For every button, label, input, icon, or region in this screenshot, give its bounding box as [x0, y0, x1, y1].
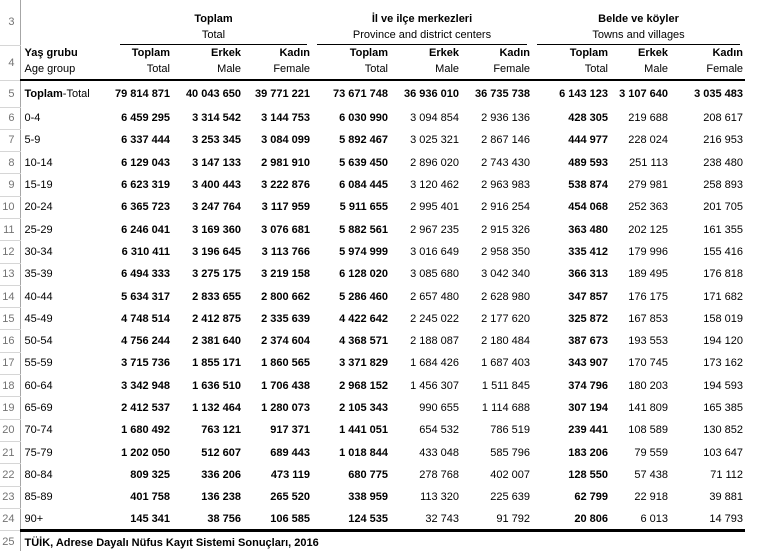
age-group-cell[interactable]: 30-34 [24, 245, 53, 258]
value-cell[interactable]: 130 852 [703, 424, 744, 437]
age-group-cell[interactable]: 60-64 [24, 379, 53, 392]
value-cell[interactable]: 113 320 [420, 491, 460, 504]
value-cell[interactable]: 179 996 [628, 245, 669, 258]
value-cell[interactable]: 3 144 753 [261, 112, 311, 125]
header-en: Male [435, 63, 460, 75]
table-row [0, 397, 745, 419]
group-header-total[interactable] [115, 0, 312, 45]
value-cell[interactable]: 6 459 295 [121, 112, 170, 125]
group-title-en: Total [201, 29, 226, 41]
value-cell[interactable]: 1 680 492 [121, 424, 170, 437]
row-number[interactable]: 18 [0, 375, 20, 397]
value-cell[interactable]: 279 981 [628, 179, 669, 192]
value-cell[interactable]: 3 076 681 [261, 223, 311, 236]
group-header-province-district[interactable] [312, 0, 532, 45]
value-cell[interactable]: 3 314 542 [192, 112, 241, 125]
value-cell[interactable]: 1 855 171 [192, 357, 241, 370]
value-cell[interactable]: 278 768 [419, 468, 460, 481]
value-cell[interactable]: 3 196 645 [192, 245, 241, 258]
value-cell[interactable]: 3 016 649 [410, 245, 460, 258]
value-cell[interactable]: 1 684 426 [410, 357, 460, 370]
value-cell[interactable]: 208 617 [703, 112, 744, 125]
value-cell[interactable]: 786 519 [490, 424, 531, 437]
group-title-tr: İl ve ilçe merkezleri [371, 13, 473, 25]
value-cell[interactable]: 512 607 [201, 446, 241, 459]
value-cell[interactable]: 2 180 484 [481, 335, 531, 348]
value-cell[interactable]: 2 963 983 [481, 179, 531, 192]
row-number[interactable]: 17 [0, 352, 20, 374]
value-cell[interactable]: 251 113 [629, 156, 669, 169]
value-cell[interactable]: 4 422 642 [339, 312, 389, 325]
value-cell[interactable]: 6 365 723 [121, 201, 170, 214]
row-number[interactable]: 15 [0, 308, 20, 330]
row-number[interactable]: 14 [0, 285, 20, 307]
value-cell[interactable]: 20 806 [574, 512, 609, 525]
value-cell[interactable]: 444 977 [568, 134, 609, 147]
header-tr: Kadın [279, 47, 311, 59]
value-cell[interactable]: 2 628 980 [481, 290, 531, 303]
value-cell[interactable]: 2 743 430 [481, 156, 531, 169]
col-header-villages-female[interactable] [670, 45, 745, 80]
table-row [0, 129, 745, 151]
age-group-cell[interactable]: 10-14 [24, 156, 53, 169]
value-cell[interactable]: 1 202 050 [121, 446, 170, 459]
value-cell[interactable]: 1 132 464 [192, 402, 241, 414]
value-cell[interactable]: 338 959 [348, 491, 389, 504]
value-cell[interactable]: 2 995 401 [410, 201, 460, 214]
value-cell[interactable]: 79 814 871 [115, 88, 171, 100]
value-cell[interactable]: 2 967 235 [410, 223, 460, 236]
value-cell[interactable]: 265 520 [270, 491, 311, 504]
value-cell[interactable]: 38 756 [207, 512, 241, 525]
value-cell[interactable]: 202 125 [628, 223, 669, 236]
value-cell[interactable]: 176 818 [703, 268, 744, 281]
age-group-cell[interactable] [20, 80, 115, 107]
row-number[interactable]: 21 [0, 441, 20, 463]
row-number[interactable]: 5 [0, 80, 20, 107]
col-header-villages-total[interactable] [532, 45, 610, 80]
value-cell[interactable]: 103 647 [703, 446, 744, 459]
total-label-tr: Toplam [24, 88, 63, 100]
value-cell[interactable]: 5 639 450 [339, 156, 389, 169]
header-tr: Yaş grubu [24, 47, 78, 59]
value-cell[interactable]: 3 084 099 [261, 134, 311, 147]
value-cell[interactable]: 3 113 766 [261, 245, 311, 258]
value-cell[interactable]: 193 553 [628, 335, 669, 348]
value-cell[interactable]: 39 771 221 [254, 88, 311, 100]
table-row [0, 218, 745, 240]
table-row [0, 107, 745, 129]
value-cell[interactable]: 3 253 345 [192, 134, 241, 147]
header-en: Male [217, 63, 241, 75]
table-row [0, 152, 745, 174]
age-group-column-header[interactable] [20, 45, 115, 80]
table-row [0, 330, 745, 352]
value-cell[interactable]: 3 117 959 [261, 201, 311, 214]
col-header-centers-female[interactable] [461, 45, 532, 80]
value-cell[interactable]: 32 743 [425, 512, 460, 525]
value-cell[interactable]: 57 438 [634, 468, 669, 481]
value-cell[interactable]: 239 441 [568, 424, 609, 437]
value-cell[interactable]: 62 799 [574, 491, 609, 504]
value-cell[interactable]: 3 085 680 [410, 268, 460, 281]
value-cell[interactable]: 363 480 [568, 223, 609, 236]
value-cell[interactable]: 2 381 640 [192, 335, 241, 348]
value-cell[interactable]: 3 371 829 [339, 357, 389, 370]
value-cell[interactable]: 6 084 445 [339, 179, 389, 192]
value-cell[interactable]: 3 715 736 [121, 357, 170, 370]
value-cell[interactable]: 307 194 [568, 402, 609, 414]
value-cell[interactable]: 5 974 999 [339, 245, 389, 258]
col-header-total-female[interactable] [243, 45, 312, 80]
value-cell[interactable]: 401 758 [130, 491, 170, 504]
header-tr: Kadın [712, 47, 744, 59]
value-cell[interactable]: 680 775 [348, 468, 389, 481]
value-cell[interactable]: 917 371 [270, 424, 311, 437]
age-group-cell[interactable]: 90+ [24, 512, 44, 525]
value-cell[interactable]: 1 511 845 [481, 379, 531, 392]
value-cell[interactable]: 189 495 [628, 268, 669, 281]
grand-total-row [0, 80, 745, 107]
header-tr: Erkek [429, 47, 460, 59]
table-row [0, 375, 745, 397]
header-en: Total [146, 63, 170, 75]
value-cell[interactable]: 4 748 514 [121, 312, 170, 325]
value-cell[interactable]: 4 368 571 [339, 335, 389, 348]
value-cell[interactable]: 6 623 319 [121, 179, 170, 192]
row-number[interactable]: 7 [0, 129, 20, 151]
row-number[interactable]: 25 [0, 531, 20, 551]
value-cell[interactable]: 2 896 020 [410, 156, 460, 169]
value-cell[interactable]: 2 981 910 [261, 156, 311, 169]
table-row [0, 308, 745, 330]
value-cell[interactable]: 1 441 051 [339, 424, 389, 437]
age-group-cell[interactable]: 65-69 [24, 402, 53, 414]
header-en: Total [584, 63, 609, 75]
age-group-cell[interactable]: 55-59 [24, 357, 53, 370]
value-cell[interactable]: 194 120 [703, 335, 744, 348]
value-cell[interactable]: 6 246 041 [121, 223, 170, 236]
group-title-tr: Belde ve köyler [598, 13, 679, 25]
value-cell[interactable]: 1 018 844 [339, 446, 389, 459]
header-tr: Toplam [569, 47, 609, 59]
value-cell[interactable]: 1 280 073 [261, 402, 311, 414]
value-cell[interactable]: 2 105 343 [339, 402, 389, 414]
table-row [0, 285, 745, 307]
value-cell[interactable]: 2 188 087 [410, 335, 460, 348]
header-tr: Kadın [499, 47, 531, 59]
col-header-centers-male[interactable] [390, 45, 461, 80]
value-cell[interactable]: 176 175 [628, 290, 669, 303]
row-number[interactable]: 10 [0, 196, 20, 218]
value-cell[interactable]: 3 222 876 [261, 179, 311, 192]
col-header-total-total[interactable] [115, 45, 172, 80]
group-title-en: Province and district centers [352, 29, 492, 41]
value-cell[interactable]: 3 400 443 [192, 179, 241, 192]
value-cell[interactable]: 6 030 990 [339, 112, 389, 125]
value-cell[interactable]: 3 025 321 [410, 134, 460, 147]
table-row [0, 486, 745, 508]
value-cell[interactable]: 3 147 133 [192, 156, 241, 169]
value-cell[interactable]: 538 874 [568, 179, 609, 192]
value-cell[interactable]: 336 206 [201, 468, 241, 481]
value-cell[interactable]: 165 385 [703, 402, 744, 414]
col-header-centers-total[interactable] [312, 45, 390, 80]
value-cell[interactable]: 2 374 604 [261, 335, 311, 348]
row-number[interactable]: 4 [0, 45, 20, 80]
value-cell[interactable]: 225 639 [490, 491, 531, 504]
value-cell[interactable]: 91 792 [496, 512, 531, 525]
value-cell[interactable]: 5 634 317 [121, 290, 170, 303]
row-number[interactable]: 24 [0, 508, 20, 530]
header-en: Total [364, 63, 389, 75]
group-header-row [0, 0, 745, 45]
value-cell[interactable]: 1 860 565 [261, 357, 311, 370]
value-cell[interactable]: 3 107 640 [619, 88, 669, 100]
value-cell[interactable]: 258 893 [703, 179, 744, 192]
value-cell[interactable]: 3 219 158 [261, 268, 311, 281]
age-group-cell[interactable]: 35-39 [24, 268, 53, 281]
value-cell[interactable]: 228 024 [628, 134, 669, 147]
header-en: Age group [24, 63, 76, 75]
value-cell[interactable]: 3 120 462 [410, 179, 460, 192]
value-cell[interactable]: 238 480 [703, 156, 744, 169]
source-row [0, 531, 745, 551]
table-row [0, 263, 745, 285]
table-row [0, 508, 745, 530]
value-cell[interactable]: 145 341 [130, 512, 170, 525]
value-cell[interactable]: 183 206 [568, 446, 609, 459]
value-cell[interactable]: 3 094 854 [410, 112, 460, 125]
value-cell[interactable]: 22 918 [634, 491, 669, 504]
value-cell[interactable]: 6 143 123 [559, 88, 609, 100]
value-cell[interactable]: 347 857 [568, 290, 609, 303]
value-cell[interactable]: 155 416 [703, 245, 744, 258]
row-number[interactable]: 12 [0, 241, 20, 263]
value-cell[interactable]: 219 688 [628, 112, 669, 125]
value-cell[interactable]: 170 745 [628, 357, 669, 370]
header-tr: Erkek [638, 47, 669, 59]
value-cell[interactable]: 141 809 [628, 402, 669, 414]
value-cell[interactable]: 763 121 [201, 424, 241, 437]
value-cell[interactable]: 654 532 [419, 424, 460, 437]
value-cell[interactable]: 5 882 561 [339, 223, 389, 236]
value-cell[interactable]: 5 286 460 [339, 290, 389, 303]
age-group-cell[interactable]: 75-79 [24, 446, 53, 459]
age-group-cell[interactable]: 0-4 [24, 112, 41, 125]
age-group-cell[interactable]: 45-49 [24, 312, 53, 325]
col-header-total-male[interactable] [172, 45, 243, 80]
age-group-cell[interactable]: 25-29 [24, 223, 53, 236]
row-number[interactable]: 8 [0, 152, 20, 174]
age-group-cell[interactable]: 5-9 [24, 134, 41, 147]
value-cell[interactable]: 2 968 152 [339, 379, 389, 392]
row-number[interactable]: 13 [0, 263, 20, 285]
age-group-cell[interactable]: 85-89 [24, 491, 53, 504]
row-number[interactable]: 19 [0, 397, 20, 419]
value-cell[interactable]: 201 705 [703, 201, 744, 214]
value-cell[interactable]: 990 655 [419, 402, 460, 414]
table-row [0, 419, 745, 441]
table-row [0, 352, 745, 374]
value-cell[interactable]: 2 335 639 [261, 312, 311, 325]
header-en: Female [706, 63, 744, 75]
value-cell[interactable]: 194 593 [703, 379, 744, 392]
age-group-cell[interactable]: 15-19 [24, 179, 53, 192]
value-cell[interactable]: 173 162 [703, 357, 744, 370]
value-cell[interactable]: 40 043 650 [185, 88, 241, 100]
row-number[interactable]: 20 [0, 419, 20, 441]
value-cell[interactable]: 2 800 662 [261, 290, 311, 303]
value-cell[interactable]: 809 325 [130, 468, 170, 481]
value-cell[interactable]: 6 013 [640, 512, 669, 525]
value-cell[interactable]: 167 853 [628, 312, 669, 325]
value-cell[interactable]: 366 313 [568, 268, 609, 281]
value-cell[interactable]: 2 412 875 [192, 312, 241, 325]
value-cell[interactable]: 136 238 [201, 491, 241, 504]
value-cell[interactable]: 3 275 175 [192, 268, 241, 281]
row-number[interactable]: 9 [0, 174, 20, 196]
table-row [0, 196, 745, 218]
col-header-villages-male[interactable] [610, 45, 670, 80]
value-cell[interactable]: 2 915 326 [481, 223, 531, 236]
value-cell[interactable]: 2 833 655 [192, 290, 241, 303]
source-note: TÜİK, Adrese Dayalı Nüfus Kayıt Sistemi Sonuçları, 2016 [20, 531, 745, 551]
row-number[interactable]: 22 [0, 464, 20, 486]
value-cell[interactable]: 14 793 [709, 512, 744, 525]
value-cell[interactable]: 5 911 655 [339, 201, 389, 214]
value-cell[interactable]: 216 953 [703, 134, 744, 147]
value-cell[interactable]: 473 119 [270, 468, 311, 481]
value-cell[interactable]: 6 129 043 [121, 156, 170, 169]
column-header-row [0, 45, 745, 80]
table-row [0, 441, 745, 463]
group-title-en: Towns and villages [592, 29, 685, 41]
value-cell[interactable]: 3 042 340 [481, 268, 531, 281]
value-cell[interactable]: 2 412 537 [121, 402, 170, 414]
value-cell[interactable]: 2 657 480 [410, 290, 460, 303]
value-cell[interactable]: 71 112 [710, 468, 744, 481]
value-cell[interactable]: 128 550 [568, 468, 609, 481]
age-group-cell[interactable]: 80-84 [24, 468, 53, 481]
value-cell[interactable]: 252 363 [628, 201, 669, 214]
value-cell[interactable]: 161 355 [703, 223, 744, 236]
value-cell[interactable]: 1 456 307 [410, 379, 460, 392]
table-row [0, 174, 745, 196]
value-cell[interactable]: 2 867 146 [481, 134, 531, 147]
value-cell[interactable]: 2 245 022 [410, 312, 460, 325]
value-cell[interactable]: 158 019 [703, 312, 744, 325]
row-number[interactable]: 11 [0, 218, 20, 240]
value-cell[interactable]: 325 872 [568, 312, 609, 325]
header-en: Male [644, 63, 669, 75]
value-cell[interactable]: 335 412 [568, 245, 609, 258]
value-cell[interactable]: 585 796 [490, 446, 531, 459]
age-group-cell[interactable]: 50-54 [24, 335, 53, 348]
total-label-en: -Total [62, 88, 90, 100]
value-cell[interactable]: 454 068 [568, 201, 609, 214]
value-cell[interactable]: 689 443 [270, 446, 311, 459]
data-rows [0, 80, 745, 531]
age-group-cell[interactable]: 70-74 [24, 424, 53, 437]
value-cell[interactable]: 180 203 [628, 379, 669, 392]
value-cell[interactable]: 433 048 [419, 446, 460, 459]
value-cell[interactable]: 106 585 [270, 512, 311, 525]
value-cell[interactable]: 2 936 136 [481, 112, 531, 125]
value-cell[interactable]: 3 169 360 [192, 223, 241, 236]
value-cell[interactable]: 79 559 [634, 446, 669, 459]
age-group-cell[interactable]: 20-24 [24, 201, 53, 214]
value-cell[interactable]: 387 673 [568, 335, 609, 348]
value-cell[interactable]: 1 706 438 [261, 379, 311, 392]
row-number[interactable]: 6 [0, 107, 20, 129]
value-cell[interactable]: 1 687 403 [481, 357, 531, 370]
header-en: Female [273, 63, 311, 75]
value-cell[interactable]: 3 342 948 [121, 379, 170, 392]
row-number[interactable]: 3 [0, 0, 20, 45]
header-en: Female [493, 63, 531, 75]
value-cell[interactable]: 5 892 467 [339, 134, 389, 147]
table-row [0, 241, 745, 263]
value-cell[interactable]: 2 958 350 [481, 245, 531, 258]
value-cell[interactable]: 2 177 620 [481, 312, 531, 325]
row-number[interactable]: 16 [0, 330, 20, 352]
value-cell[interactable]: 343 907 [568, 357, 609, 370]
value-cell[interactable]: 108 589 [628, 424, 669, 437]
value-cell[interactable]: 374 796 [568, 379, 609, 392]
header-tr: Erkek [211, 47, 241, 59]
value-cell[interactable]: 428 305 [568, 112, 609, 125]
group-header-towns-villages[interactable] [532, 0, 745, 45]
value-cell[interactable]: 3 247 764 [192, 201, 241, 214]
table-row [0, 464, 745, 486]
value-cell[interactable]: 1 636 510 [192, 379, 241, 392]
value-cell[interactable]: 489 593 [568, 156, 609, 169]
empty-cell[interactable] [20, 0, 115, 45]
value-cell[interactable]: 36 735 738 [474, 88, 531, 100]
value-cell[interactable]: 124 535 [348, 512, 389, 525]
value-cell[interactable]: 3 035 483 [694, 88, 744, 100]
value-cell[interactable]: 6 494 333 [121, 268, 170, 281]
header-tr: Toplam [131, 47, 170, 59]
value-cell[interactable]: 2 916 254 [481, 201, 531, 214]
value-cell[interactable]: 171 682 [703, 290, 744, 303]
age-group-cell[interactable]: 40-44 [24, 290, 53, 303]
value-cell[interactable]: 1 114 688 [481, 402, 531, 414]
row-number[interactable]: 23 [0, 486, 20, 508]
value-cell[interactable]: 6 337 444 [121, 134, 170, 147]
value-cell[interactable]: 402 007 [490, 468, 531, 481]
header-tr: Toplam [349, 47, 389, 59]
value-cell[interactable]: 73 671 748 [332, 88, 389, 100]
value-cell[interactable]: 39 881 [709, 491, 744, 504]
value-cell[interactable]: 6 128 020 [339, 268, 389, 281]
value-cell[interactable]: 6 310 411 [121, 245, 170, 258]
value-cell[interactable]: 4 756 244 [121, 335, 170, 348]
group-title-tr: Toplam [194, 13, 233, 25]
value-cell[interactable]: 36 936 010 [403, 88, 460, 100]
